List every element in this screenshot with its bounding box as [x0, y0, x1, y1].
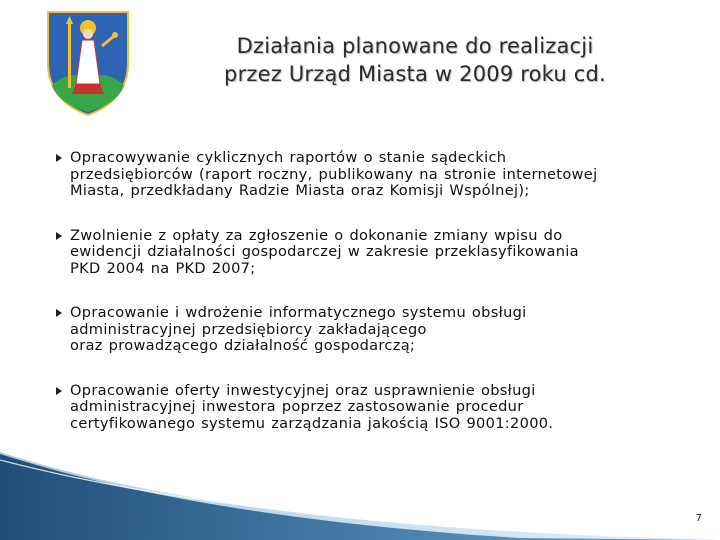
bullet-line: Miasta, przedkładany Radzie Miasta oraz Komisji Wspólnej); [70, 182, 530, 199]
bullet-line: ewidencji działalności gospodarczej w zakresie przeklasyfikowania [70, 243, 579, 260]
title-line-2: przez Urząd Miasta w 2009 roku cd. [224, 62, 606, 86]
bullet-line: administracyjnej inwestora poprzez zastosowanie procedur [70, 398, 524, 415]
bullet-line: certyfikowanego systemu zarządzania jakością ISO 9001:2000. [70, 414, 554, 432]
title-line-1: Działania planowane do realizacji [236, 34, 594, 58]
page-number: 7 [695, 513, 702, 524]
bottom-wave-decoration [0, 440, 720, 540]
bullet-item [56, 150, 696, 200]
bullet-line: przedsiębiorców (raport roczny, publikowany na stronie internetowej [70, 165, 598, 183]
slide-title [180, 32, 650, 88]
bullet-item [56, 383, 696, 433]
bullet-line: oraz prowadzącego działalność gospodarczą; [70, 337, 416, 354]
bullet-line: administracyjnej przedsiębiorcy zakładającego [70, 320, 427, 338]
bullet-arrow-icon [56, 309, 62, 317]
bullet-line: Opracowywanie cyklicznych raportów o stanie sądeckich [70, 149, 507, 166]
bullet-line: Opracowanie oferty inwestycyjnej oraz usprawnienie obsługi [70, 381, 536, 399]
bullet-arrow-icon [56, 154, 62, 162]
bullet-line: Zwolnienie z opłaty za zgłoszenie o dokonanie zmiany wpisu do [70, 226, 563, 244]
bullet-arrow-icon [56, 232, 62, 240]
bullet-item [56, 305, 696, 355]
bullet-arrow-icon [56, 387, 62, 395]
bullet-list [56, 150, 696, 432]
bullet-line: Opracowanie i wdrożenie informatycznego systemu obsługi [70, 304, 527, 321]
bullet-line: PKD 2004 na PKD 2007; [70, 259, 256, 277]
bullet-item [56, 228, 696, 278]
coat-of-arms-icon [42, 6, 134, 118]
